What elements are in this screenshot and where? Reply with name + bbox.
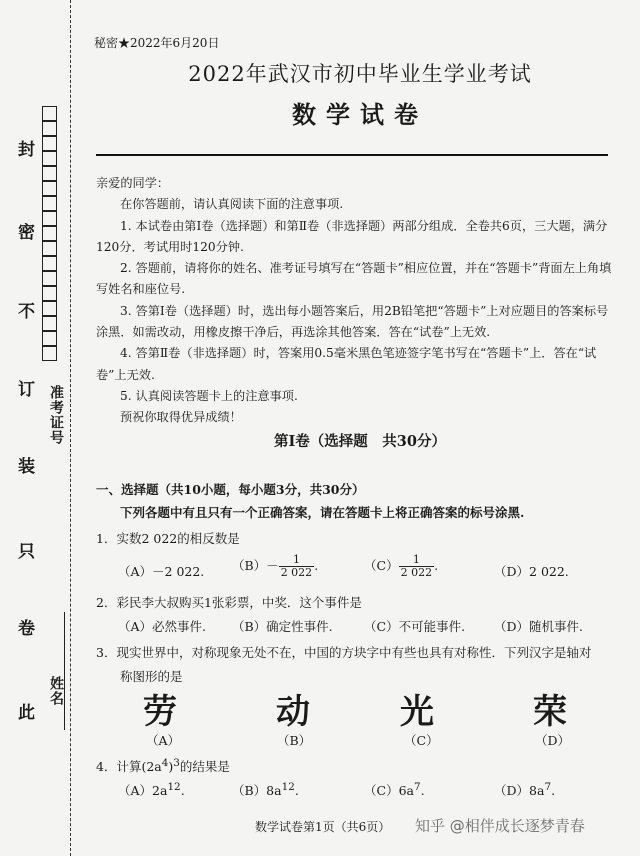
q3-option-c[interactable]: （C） xyxy=(404,733,439,748)
notice-item: 3. 答第Ⅰ卷（选择题）时，选出每小题答案后，用2B铅笔把“答题卡”上对应题目的答案标号涂黑．如需改动，用橡皮擦干净后，再选涂其他答案．答在“试卷”上无效. xyxy=(96,303,609,340)
q1-option-c[interactable]: （C） $\frac{1}{2 022}$ . xyxy=(364,553,439,579)
binding-dashed-line xyxy=(70,0,72,856)
notice-intro: 在你答题前，请认真阅读下面的注意事项. xyxy=(120,197,344,212)
q4-option-a-text: （A）2a xyxy=(118,783,168,799)
q2-option-b[interactable]: （B）确定性事件. xyxy=(232,619,333,634)
question-3-stem-cont: 称图形的是 xyxy=(120,669,183,684)
seal-char: 封 xyxy=(18,140,35,160)
denominator: 2 022 xyxy=(400,566,433,579)
seal-char: 不 xyxy=(18,302,35,322)
exponent: 7 xyxy=(544,781,552,793)
exam-number-box[interactable] xyxy=(42,136,57,151)
exam-number-box[interactable] xyxy=(42,241,57,256)
notice-item: 5. 认真阅读答题卡上的注意事项. xyxy=(120,388,298,403)
greeting: 亲爱的同学： xyxy=(96,176,170,190)
q4-option-c[interactable]: $(C)6a^7$. xyxy=(364,781,425,799)
q3-char-b: 动 xyxy=(276,692,310,732)
q4-option-d-text: （D）8a xyxy=(494,783,545,799)
exam-title: 2022年武汉市初中毕业生学业考试 xyxy=(188,62,532,86)
q4-stem-text: ) xyxy=(168,759,174,775)
q2-option-d[interactable]: （D）随机事件. xyxy=(494,619,583,634)
q3-option-a[interactable]: （A） xyxy=(146,733,181,748)
exam-subtitle: 数学试卷 xyxy=(292,100,428,129)
page-footer: 数学试卷第1页（共6页） xyxy=(255,820,391,834)
numerator: 1 xyxy=(279,554,315,567)
exam-number-box[interactable] xyxy=(42,286,57,301)
exam-number-box[interactable] xyxy=(42,121,57,136)
fraction xyxy=(399,554,435,579)
question-4-stem xyxy=(96,757,230,775)
q4-stem-text: 4．计算(2a xyxy=(96,759,162,775)
exponent: 7 xyxy=(413,781,421,793)
secret-mark: 秘密★2022年6月20日 xyxy=(94,36,220,50)
notice-item: 2. 答题前，请将你的姓名、准考证号填写在“答题卡”相应位置，并在“答题卡”背面左上角填写姓名和座位号. xyxy=(96,261,612,297)
fraction xyxy=(279,554,315,579)
exam-number-box[interactable] xyxy=(42,331,57,346)
section-heading: 第Ⅰ卷（选择题 共30分） xyxy=(274,433,446,450)
q4-option-a[interactable]: $(A)2a^{12}$. xyxy=(118,781,185,799)
exponent: 4 xyxy=(161,757,169,769)
question-1-stem: 1．实数2 022的相反数是 xyxy=(96,531,240,546)
exam-number-box[interactable] xyxy=(42,106,57,121)
exam-number-box[interactable] xyxy=(42,346,57,361)
q4-option-c-text: （C）6a xyxy=(364,783,414,799)
q3-char-d: 荣 xyxy=(533,692,567,732)
q2-option-a[interactable]: （A）必然事件. xyxy=(118,619,207,634)
q1-option-b-label: （B）－ xyxy=(232,558,279,573)
question-2-stem: 2．彩民李大叔购买1张彩票，中奖．这个事件是 xyxy=(96,595,362,610)
notice-item: 4. 答第Ⅱ卷（非选择题）时，答案用0.5毫米黑色笔迹签字笔书写在“答题卡”上．答在“试卷”上无效. xyxy=(96,346,597,382)
numerator: 1 xyxy=(399,554,435,567)
q3-char-a: 劳 xyxy=(143,692,177,732)
exam-number-box[interactable] xyxy=(42,316,57,331)
q3-char-c: 光 xyxy=(400,692,434,732)
exam-number-box[interactable] xyxy=(42,256,57,271)
seal-char: 装 xyxy=(18,457,35,477)
q4-option-b-text: （B）8a xyxy=(232,783,282,799)
exam-number-label: 准考证号 xyxy=(48,385,64,445)
notice-wish: 预祝你取得优异成绩！ xyxy=(120,410,242,425)
name-write-line[interactable] xyxy=(64,612,65,730)
seal-char: 订 xyxy=(18,380,35,400)
part-heading: 一、选择题（共10小题，每小题3分，共30分） xyxy=(96,482,365,497)
exam-number-box[interactable] xyxy=(42,226,57,241)
exam-number-box[interactable] xyxy=(42,211,57,226)
q4-option-b[interactable]: $(B)8a^{12}$. xyxy=(232,781,299,799)
notice-block xyxy=(96,173,612,429)
q1-option-d[interactable]: （D）2 022. xyxy=(494,564,569,579)
denominator: 2 022 xyxy=(280,566,313,579)
exponent: 12 xyxy=(281,781,295,793)
seal-char: 密 xyxy=(18,223,35,243)
notice-item: 1. 本试卷由第Ⅰ卷（选择题）和第Ⅱ卷（非选择题）两部分组成．全卷共6页，三大题，满分120分．考试用时120分钟. xyxy=(96,218,608,254)
q2-option-c[interactable]: （C）不可能事件. xyxy=(364,619,466,634)
q1-option-b[interactable]: （B）－ $\frac{1}{2 022}$ . xyxy=(232,553,319,579)
name-label: 姓名 xyxy=(48,676,64,706)
seal-char: 此 xyxy=(18,703,35,723)
header-rule xyxy=(96,154,608,156)
question-3-stem: 3．现实世界中，对称现象无处不在，中国的方块字中有些也具有对称性．下列汉字是轴对 xyxy=(96,645,592,660)
exam-number-box[interactable] xyxy=(42,166,57,181)
exam-number-box[interactable] xyxy=(42,181,57,196)
q3-option-b[interactable]: （B） xyxy=(277,733,312,748)
exam-number-box[interactable] xyxy=(42,301,57,316)
q1-option-a[interactable]: （A）－2 022. xyxy=(118,564,205,579)
exam-number-box[interactable] xyxy=(42,271,57,286)
q1-option-c-label: （C） xyxy=(364,558,399,573)
q3-option-d[interactable]: （D） xyxy=(535,733,571,748)
watermark: 知乎 @相伴成长逐梦青春 xyxy=(415,817,585,835)
seal-char: 卷 xyxy=(18,619,35,639)
exponent: 12 xyxy=(167,781,181,793)
exam-number-box[interactable] xyxy=(42,196,57,211)
q4-option-d[interactable]: $(D)8a^7$. xyxy=(494,781,556,799)
part-instruction: 下列各题中有且只有一个正确答案，请在答题卡上将正确答案的标号涂黑. xyxy=(120,505,525,520)
seal-char: 只 xyxy=(18,542,35,562)
q4-stem-text: 的结果是 xyxy=(179,759,230,775)
exam-number-box[interactable] xyxy=(42,151,57,166)
exponent: 3 xyxy=(173,757,180,769)
